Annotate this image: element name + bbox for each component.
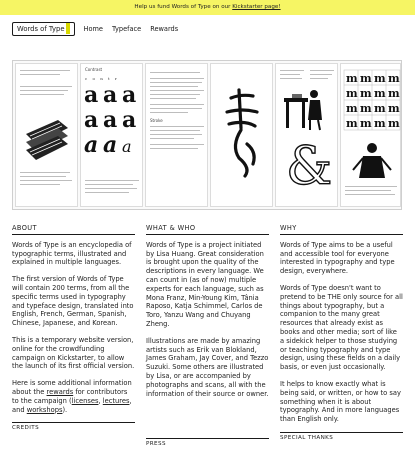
svg-text:m: m: [346, 102, 358, 115]
figure-illustration: [351, 140, 393, 180]
svg-text:m: m: [360, 117, 372, 130]
about-p4-text: Here is some additional information about the: [12, 379, 132, 396]
svg-text:m: m: [346, 72, 358, 85]
contrast-sample-small: c o n t r: [85, 76, 119, 81]
why-paragraph-2: Words of Type doesn't want to pretend to be THE only source for all things about typography, but a companion to the many great resources that already exist as books and other media; sort of like a sidekick helper to those studying or teaching typography and type design, using these fields on a daily basis, or even just occasionally.: [280, 283, 403, 372]
credits-heading: CREDITS: [12, 422, 135, 433]
what-who-column: [146, 224, 269, 449]
logo-text: Words of Type: [17, 24, 65, 33]
what-paragraph-2: Illustrations are made by amazing artists such as Erik van Blokland, James Graham, Jay Cover, and Tezzo Suzuki. Some others are illustrated by Lisa, or are accompanied by photographs and scans, all with the information of their source or owner.: [146, 336, 269, 398]
why-paragraph-3: It helps to know exactly what is being said, or written, or how to say something when it is about typography. And in more languages than English only.: [280, 379, 401, 424]
nav-rewards[interactable]: Rewards: [150, 24, 179, 33]
gallery-page-3: [145, 63, 208, 207]
svg-text:m: m: [388, 102, 400, 115]
about-p4-sep-2: , and: [12, 396, 132, 414]
about-p4-text-2: for contributors to the campaign (: [12, 387, 128, 405]
svg-text:m: m: [388, 117, 400, 130]
svg-text:m: m: [374, 72, 386, 85]
svg-text:m: m: [374, 102, 386, 115]
about-paragraph-3: This is a temporary website version, online for the crowdfunding campaign on Kickstarter, to allow the launch of its first official version.: [12, 335, 135, 371]
about-column: [12, 224, 135, 433]
gallery-page-4: [210, 63, 273, 207]
about-heading: ABOUT: [12, 224, 135, 235]
svg-text:m: m: [388, 87, 400, 100]
page-heading-contrast: Contrast: [85, 67, 103, 72]
gallery-page-1: [15, 63, 78, 207]
svg-text:m: m: [360, 102, 372, 115]
svg-text:m: m: [346, 87, 358, 100]
about-p4-sep-1: ,: [98, 396, 103, 405]
page-heading-stroke: Stroke: [150, 118, 163, 123]
kickstarter-link[interactable]: Kickstarter page!: [232, 4, 281, 10]
lectures-link[interactable]: lectures: [102, 396, 130, 405]
gallery-page-5: [275, 63, 338, 207]
svg-text:a: a: [84, 132, 99, 158]
what-who-heading: WHAT & WHO: [146, 224, 269, 235]
svg-text:m: m: [388, 72, 400, 85]
svg-text:a: a: [122, 137, 132, 156]
svg-text:a: a: [103, 132, 118, 158]
svg-text:m: m: [360, 72, 372, 85]
what-paragraph-1: Words of Type is a project initiated by Lisa Huang. Great consideration is brought upon the quality of the descriptions in every language. We can count in (as of now) multiple experts for each language, such as Mona Franz, Min-Young Kim, Tânia Raposo, Katja Schimmel, Carlos de Toro, Yanzu Wang and Chuyang Zheng.: [146, 240, 264, 328]
press-heading: PRESS: [146, 438, 269, 449]
svg-text:a: a: [122, 107, 137, 133]
about-p4-text-end: ).: [62, 405, 68, 414]
svg-text:a: a: [84, 82, 99, 108]
rewards-link[interactable]: rewards: [46, 387, 74, 396]
svg-text:a: a: [84, 107, 99, 133]
kickstarter-banner: [0, 0, 415, 15]
spread-gallery[interactable]: [12, 60, 402, 210]
special-thanks-heading: SPECIAL THANKS: [280, 432, 403, 443]
site-logo[interactable]: [12, 22, 75, 36]
about-paragraph-4: [12, 379, 135, 414]
gallery-page-6: [340, 63, 401, 207]
svg-text:a: a: [103, 107, 118, 133]
svg-text:m: m: [360, 87, 372, 100]
book-stack-illustration: [22, 112, 72, 164]
calligraphy-illustration: [217, 84, 267, 184]
svg-text:&: &: [286, 137, 333, 197]
about-paragraph-1: Words of Type is an encyclopedia of typographic terms, illustrated and explained in multiple languages.: [12, 240, 132, 267]
nav-typeface[interactable]: Typeface: [111, 24, 142, 33]
top-nav: [12, 21, 178, 36]
logo-cursor-icon: [66, 23, 70, 34]
svg-text:a: a: [122, 82, 137, 108]
licenses-link[interactable]: licenses: [71, 396, 99, 405]
about-paragraph-2: The first version of Words of Type will contain 200 terms, from all the specific terms used in typography and typeface design, translated into English, French, German, Spanish, Chinese, Japanese, and Korean.: [12, 275, 134, 328]
letter-a-specimens: [84, 82, 142, 172]
svg-text:a: a: [103, 82, 118, 108]
workshops-link[interactable]: workshops: [26, 405, 63, 414]
svg-text:m: m: [374, 117, 386, 130]
nav-home[interactable]: Home: [83, 24, 103, 33]
why-column: [280, 224, 403, 443]
glyph-grid-illustration: [344, 70, 400, 130]
banner-text: Help us fund Words of Type on our: [134, 4, 233, 10]
why-paragraph-1: Words of Type aims to be a useful and accessible tool for everyone interested in typography and type design, everywhere.: [280, 240, 395, 276]
why-heading: WHY: [280, 224, 403, 235]
svg-text:m: m: [374, 87, 386, 100]
desk-and-ampersand-illustration: [280, 86, 336, 204]
gallery-page-2: [80, 63, 143, 207]
svg-text:m: m: [346, 117, 358, 130]
